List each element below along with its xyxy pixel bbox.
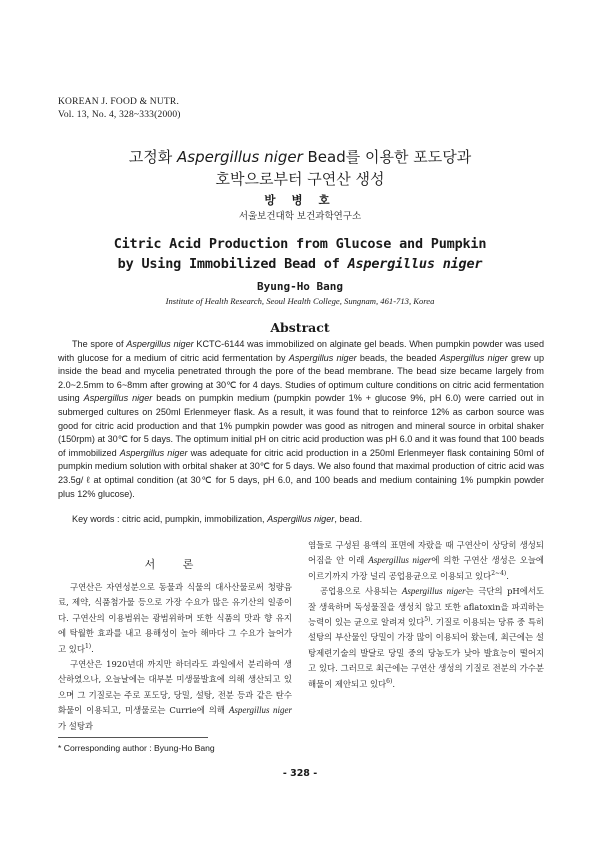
keywords: Key words : citric acid, pumpkin, immobilization, Aspergillus niger, bead. bbox=[72, 514, 363, 524]
journal-volume: Vol. 13, No. 4, 328~333(2000) bbox=[58, 110, 181, 120]
footnote-divider bbox=[58, 737, 208, 738]
korean-title: 고정화 Aspergillus niger Bead를 이용한 포도당과 호박으로부터 구연산 생성 bbox=[128, 148, 472, 188]
paragraph: 공업용으로 사용되는 Aspergillus niger는 극단의 pH에서도 잘 생육하며 독성물질을 생성치 않고 또한 aflatoxin을 파괴하는 능력이 있는 균으로 알려져 있다$^{5)}$. 기질로 이용되는 당류 중 특히 설탕의 부산물인 당밀이 가장 많이 이용되어 왔는데, 최근에는 설탕제련기술의 발달로 당밀 중의 당농도가 낮아 발효능이 떨어지고 있다. 그러므로 최근에는 구연산 생성의 기질로 전분의 가수분해물이 제안되고 있다$^{6)}$. bbox=[308, 586, 545, 689]
right-column bbox=[308, 538, 544, 692]
journal-name: KOREAN J. FOOD & NUTR. bbox=[58, 97, 180, 107]
section-heading-introduction: 서 론 bbox=[144, 558, 206, 571]
left-column bbox=[58, 580, 292, 734]
english-author: Byung-Ho Bang bbox=[256, 280, 344, 293]
paragraph: 구연산은 자연성분으로 동물과 식물의 대사산물로써 청량음료, 제약, 식품첨가물 등으로 가장 수요가 많은 유기산의 일종이다. 구연산의 이용범위는 광범위하며 또한 식품의 맛과 향 유지에 탁월한 효과를 내고 용해성이 높아 해마다 그 수요가 늘어가고 있다$^{1)}$. bbox=[58, 582, 292, 654]
species-name: Aspergillus niger bbox=[177, 148, 303, 166]
journal-citation bbox=[58, 96, 181, 122]
species-name: Aspergillus niger bbox=[347, 256, 483, 272]
english-affiliation: Institute of Health Research, Seoul Health College, Sungnam, 461-713, Korea bbox=[165, 296, 435, 306]
abstract-body: The spore of Aspergillus niger KCTC-6144 was immobilized on alginate gel beads. When pumpkin powder was used with glucose for a medium of citric acid fermentation by Aspergillus niger beads, the beaded Aspergillus niger grew up inside the bead and mycelia penetrated through the pore of the bead membrane. The bead size became largely from 2.0~2.5mm to 6~8mm after growing at 30℃ for 4 days. Studies of optimum culture conditions on citric acid fermentation using Aspergillus niger beads on pumpkin medium (pumpkin powder 1% + glucose 9%, pH 6.0) were carried out in submerged cultures on 250ml Erlenmeyer flask. As a result, it was found that to reinforce 12% as carbon source was good for citric acid production and that 1% pumpkin powder was good as nitrogen and mineral source in orbital shaker (150rpm) at 30℃ for 5 days. The optimum initial pH on citric acid production was pH 6.0 and it was found that 100 beads of immobilized Aspergillus niger was adequate for citric acid production in a 250ml Erlenmeyer flask containing 50ml of pumpkin medium solution with orbital shaker at 30℃ for 5 days. We also found that maximal production of citric acid was 23.5g/ ℓ at optimal condition (at 30℃ for 5 days, pH 6.0, and 100 beads and medium containing 1% pumpkin powder plus 12% glucose). bbox=[58, 339, 545, 499]
footnote: * Corresponding author : Byung-Ho Bang bbox=[58, 743, 215, 753]
english-title: Citric Acid Production from Glucose and Pumpkin by Using Immobilized Bead of Aspergillus niger bbox=[113, 236, 487, 272]
abstract-heading: Abstract bbox=[270, 320, 330, 335]
paragraph: 구연산은 1920년대 까지만 하더라도 과일에서 분리하여 생산하였으나, 오늘날에는 대부분 미생물발효에 의해 생산되고 있으며 그 기질로는 주로 포도당, 당밀, 설탕, 전분 등과 같은 탄수화물이 이용되고, 미생물로는 Currie에 의해 Aspergillus niger가 설탕과 bbox=[58, 659, 292, 731]
page-number: - 328 - bbox=[282, 768, 318, 779]
korean-affiliation: 서울보건대학 보건과학연구소 bbox=[238, 211, 362, 222]
korean-author: 방 병 호 bbox=[264, 193, 336, 207]
paragraph: 염들로 구성된 용액의 표면에 자랐을 때 구연산이 상당히 생성되어짐을 안 이래 Aspergillus niger에 의한 구연산 생성은 오늘에 이르기까지 가장 널리 공업용균으로 이용되고 있다$^{2\sim 4)}$. bbox=[308, 540, 545, 581]
